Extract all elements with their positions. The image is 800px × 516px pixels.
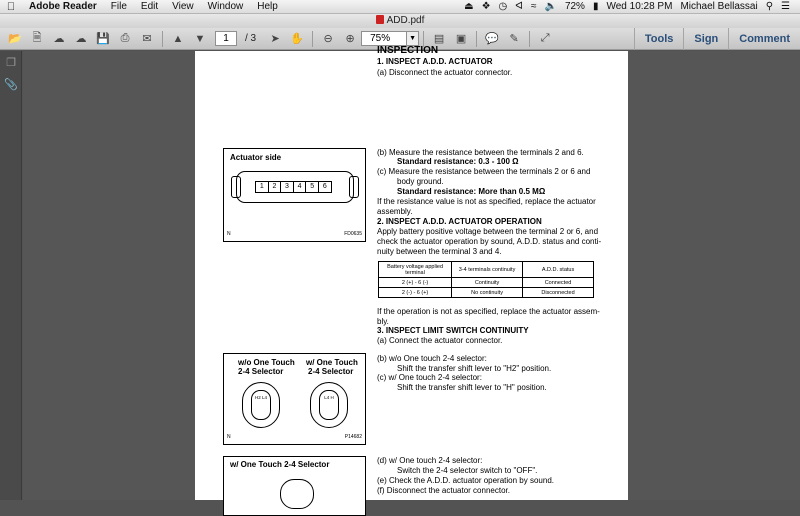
battery-icon[interactable]: ▮: [592, 1, 599, 12]
table-cell: 2 (+) - 6 (-): [379, 278, 452, 288]
select-tool-icon[interactable]: ➤: [270, 33, 280, 45]
mac-menubar: [0, 0, 800, 14]
menu-view[interactable]: View: [172, 1, 194, 12]
step3-f: (f) Disconnect the actuator connector.: [377, 486, 510, 495]
note2-cont: bly.: [377, 317, 389, 326]
toolbar-separator: [312, 31, 313, 47]
standard-resistance-1: Standard resistance: 0.3 - 100 Ω: [397, 157, 519, 166]
zoom-in-icon[interactable]: ⊕: [345, 33, 355, 45]
terminal-pin: 3: [280, 181, 294, 193]
figure-label-left-2: 2-4 Selector: [238, 367, 284, 376]
menu-edit[interactable]: Edit: [140, 1, 159, 12]
menu-file[interactable]: File: [110, 1, 127, 12]
figure-n-mark: N: [227, 433, 231, 440]
full-screen-icon[interactable]: ⤢: [540, 32, 550, 44]
actuator-operation-table: [378, 261, 594, 298]
table-row: [379, 278, 594, 288]
terminal-pin: 1: [255, 181, 269, 193]
step2-para-line3: nuity between the terminal 3 and 4.: [377, 247, 502, 256]
pdf-page: [195, 45, 628, 500]
step1-title: 1. INSPECT A.D.D. ACTUATOR: [377, 57, 493, 66]
sticky-note-icon[interactable]: 💬: [485, 33, 499, 45]
step3-b-cont: Shift the transfer shift lever to "H2" position.: [397, 364, 552, 373]
cloud-upload-icon[interactable]: ☁: [53, 33, 65, 45]
step3-d: (d) w/ One touch 2-4 selector:: [377, 456, 483, 465]
menu-help[interactable]: Help: [257, 1, 278, 12]
figure-caption: w/ One Touch 2-4 Selector: [230, 460, 330, 469]
shift-lever-figure: [223, 353, 366, 445]
connector-diagram: [236, 171, 354, 203]
page-thumbnails-icon[interactable]: ❐: [6, 56, 16, 69]
step3-e: (e) Check the A.D.D. actuator operation by sound.: [377, 476, 554, 485]
step1-b: (b) Measure the resistance between the terminals 2 and 6.: [377, 148, 584, 157]
table-row: [379, 288, 594, 298]
clock[interactable]: Wed 10:28 PM: [606, 1, 673, 12]
step3-a: (a) Connect the actuator connector.: [377, 336, 503, 345]
knob-pattern: H2 L4: [251, 390, 271, 420]
apple-icon[interactable]: [0, 1, 22, 13]
email-icon[interactable]: ✉: [142, 33, 152, 45]
step1-a: (a) Disconnect the actuator connector.: [377, 68, 513, 77]
comment-button[interactable]: Comment: [728, 28, 800, 50]
toolbar-separator: [476, 31, 477, 47]
terminal-pin: 2: [268, 181, 282, 193]
table-cell: No continuity: [452, 288, 523, 298]
figure-label-right-2: 2-4 Selector: [308, 367, 354, 376]
selector-switch-drawing: [280, 479, 314, 509]
print-icon[interactable]: ⎙: [120, 32, 130, 44]
shift-knob-without-selector: [242, 382, 280, 428]
table-header: 3-4 terminals continuity: [452, 262, 523, 278]
figure-caption: Actuator side: [230, 153, 282, 162]
toolbar-separator: [529, 31, 530, 47]
note1-cont: assembly.: [377, 207, 413, 216]
connector-lug: [231, 176, 241, 198]
terminal-pin: 5: [305, 181, 319, 193]
dropbox-icon[interactable]: ❖: [481, 1, 491, 12]
step3-d-cont: Switch the 2-4 selector switch to "OFF".: [397, 466, 538, 475]
spotlight-icon[interactable]: ⚲: [765, 1, 774, 12]
window-title: ADD.pdf: [386, 15, 425, 26]
note2: If the operation is not as specified, replace the actuator assem-: [377, 307, 600, 316]
zoom-dropdown-icon[interactable]: ▼: [407, 31, 419, 46]
read-mode-icon[interactable]: ▤: [433, 33, 445, 45]
user-name[interactable]: Michael Bellassai: [680, 1, 758, 12]
table-cell: Continuity: [452, 278, 523, 288]
pdf-file-icon: [376, 15, 384, 24]
terminal-pin: 6: [318, 181, 332, 193]
table-header: A.D.D. status: [523, 262, 594, 278]
actuator-connector-figure: [223, 148, 366, 242]
sign-button[interactable]: Sign: [683, 28, 728, 50]
window-titlebar: [0, 14, 800, 28]
figure-label-left: w/o One Touch: [238, 358, 295, 367]
task-pane-buttons: [634, 28, 800, 50]
zoom-out-icon[interactable]: ⊖: [323, 33, 333, 45]
save-icon[interactable]: 💾: [96, 33, 110, 45]
tools-button[interactable]: Tools: [634, 28, 684, 50]
menu-window[interactable]: Window: [207, 1, 244, 12]
figure-label-right: w/ One Touch: [306, 358, 358, 367]
previous-page-icon[interactable]: ▲: [172, 32, 184, 45]
table-header: Battery voltage applied terminal: [379, 262, 452, 278]
menu-app-name[interactable]: Adobe Reader: [29, 1, 97, 12]
clock-sync-icon[interactable]: ◷: [498, 1, 508, 12]
table-header-row: [379, 262, 594, 278]
step1-c: (c) Measure the resistance between the terminals 2 or 6 and: [377, 167, 591, 176]
standard-resistance-2: Standard resistance: More than 0.5 MΩ: [397, 187, 546, 196]
bluetooth-icon[interactable]: ᐊ: [515, 1, 523, 12]
step2-title: 2. INSPECT A.D.D. ACTUATOR OPERATION: [377, 217, 542, 226]
navigation-pane: [0, 51, 22, 500]
step1-c-cont: body ground.: [397, 177, 444, 186]
next-page-icon[interactable]: ▼: [194, 32, 206, 45]
table-cell: Disconnected: [523, 288, 594, 298]
figure-n-mark: N: [227, 230, 231, 237]
table-cell: 2 (-) - 6 (+): [379, 288, 452, 298]
page-heading: INSPECTION: [377, 45, 439, 56]
figure-code: FD0635: [344, 230, 362, 237]
volume-icon[interactable]: 🔈: [544, 1, 557, 12]
step3-c: (c) w/ One touch 2-4 selector:: [377, 373, 482, 382]
attachments-icon[interactable]: 📎: [4, 78, 18, 91]
zoom-level-input[interactable]: 75%: [361, 31, 407, 46]
hand-tool-icon[interactable]: ✋: [290, 33, 304, 45]
eject-icon[interactable]: ⏏: [464, 1, 474, 12]
status-area: [460, 1, 800, 12]
shift-knob-with-selector: [310, 382, 348, 428]
fit-page-icon[interactable]: ▣: [455, 33, 467, 45]
step3-c-cont: Shift the transfer shift lever to "H" position.: [397, 383, 547, 392]
step2-para-line1: Apply battery positive voltage between the terminal 2 or 6, and: [377, 227, 599, 236]
page-number-input[interactable]: 1: [215, 31, 237, 46]
cloud-share-icon[interactable]: ☁: [75, 33, 87, 45]
selector-switch-figure: [223, 456, 366, 516]
battery-percent[interactable]: 72%: [564, 1, 585, 12]
wifi-icon[interactable]: ≈: [530, 1, 537, 12]
table-cell: Connected: [523, 278, 594, 288]
step3-b: (b) w/o One touch 2-4 selector:: [377, 354, 487, 363]
open-file-icon[interactable]: 📂: [8, 33, 22, 45]
create-pdf-icon[interactable]: 🗎: [32, 32, 42, 44]
document-area[interactable]: [23, 45, 800, 500]
terminal-pin: 4: [293, 181, 307, 193]
page-total: / 3: [245, 33, 257, 44]
note1: If the resistance value is not as specified, replace the actuator: [377, 197, 596, 206]
connector-lug: [349, 176, 359, 198]
figure-code: P14682: [344, 433, 362, 440]
highlight-icon[interactable]: ✎: [509, 33, 519, 45]
step2-para-line2: check the actuator operation by sound, A.D.D. status and conti-: [377, 237, 602, 246]
notification-list-icon[interactable]: ☰: [781, 1, 790, 12]
step3-title: 3. INSPECT LIMIT SWITCH CONTINUITY: [377, 326, 529, 335]
knob-pattern: L4 H: [319, 390, 339, 420]
toolbar-separator: [162, 31, 163, 47]
